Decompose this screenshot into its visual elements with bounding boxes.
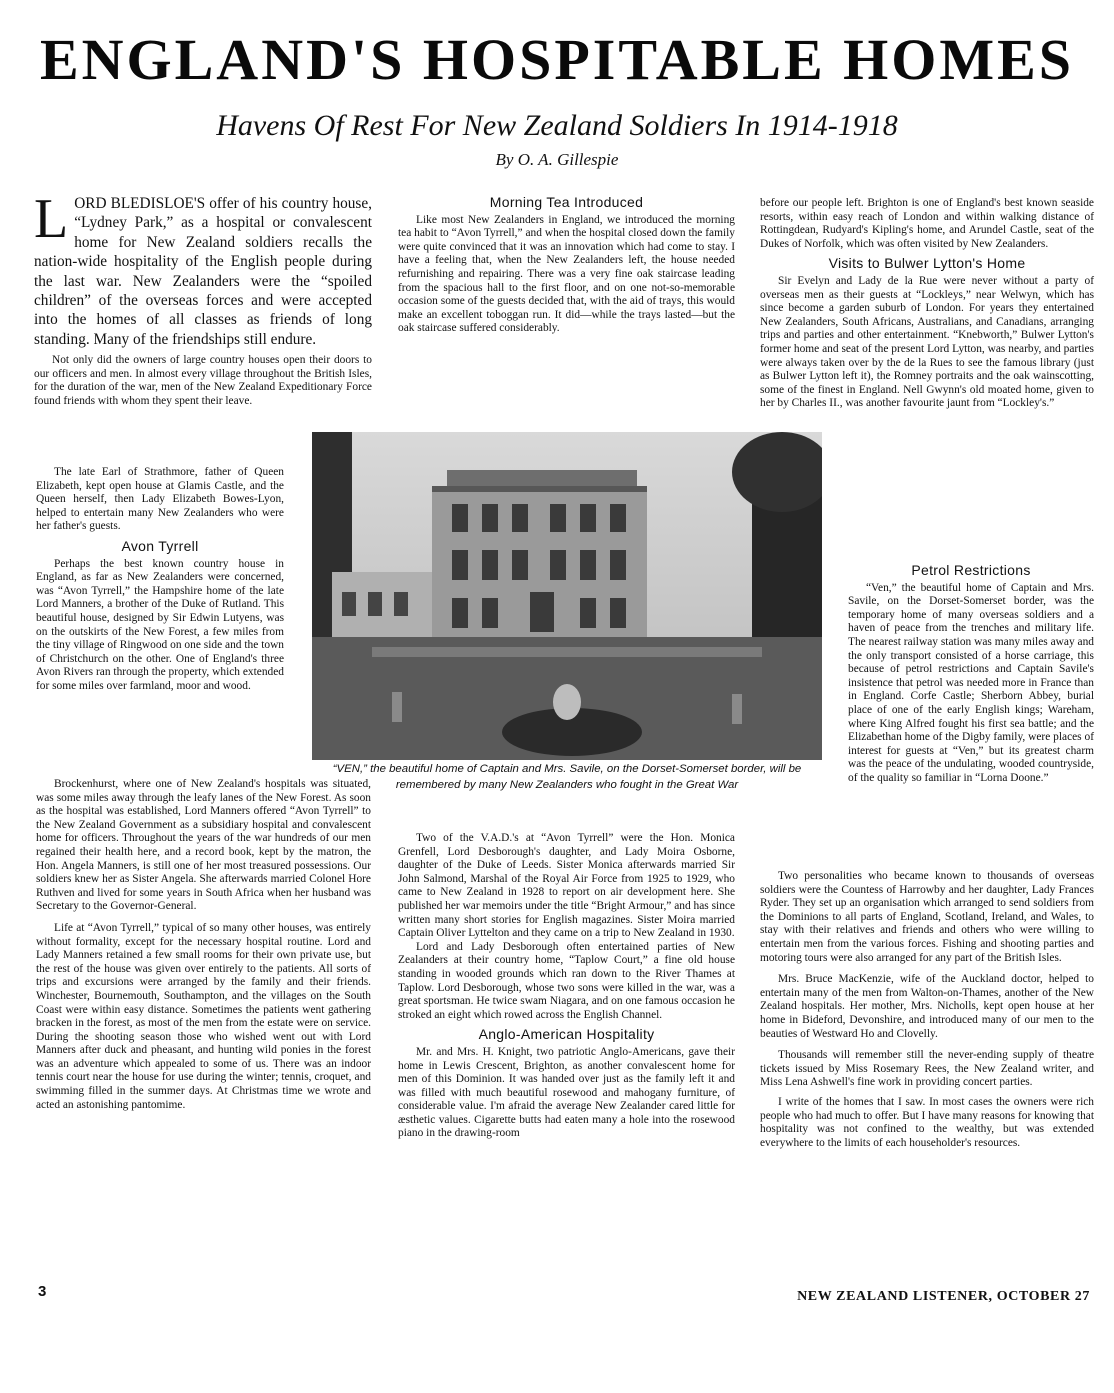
- paragraph: Perhaps the best known country house in England, as far as New Zealanders were concerned, was “Avon Tyrrell,” the Hampshire home of the late Lord Manners, a brother of the Duke of Rutland. This beautiful house, designed by Sir Edwin Lutyens, was on the outskirts of the New Forest, a few miles from the tiny village of Ringwood on one side and the town of Christchurch on the other. One of England's three Avon Rivers ran through the property, which extended for some miles over farmland, moor and wood.: [36, 557, 284, 692]
- paragraph: Two of the V.A.D.'s at “Avon Tyrrell” were the Hon. Monica Grenfell, Lord Desborough's daughter, and Lady Moira Osborne, daughter of the Duke of Leeds. Sister Monica afterwards married Sir John Salmond, Marshal of the Royal Air Force from 1925 to 1929, who came to New Zealand in 1928 to report on air development here. She published her war memoirs under the title “Bright Armour,” and has since written many short stories for English magazines. Sister Moira married Captain Oliver Lyttelton and they came on a trip to New Zealand in 1930.: [398, 832, 735, 940]
- paragraph: Thousands will remember still the never-ending supply of theatre tickets issued by Miss Rosemary Rees, the New Zealand writer, and Miss Lena Ashwell's fine work in providing concert parties.: [760, 1049, 1094, 1089]
- article-title: ENGLAND'S HOSPITABLE HOMES: [39, 27, 1075, 92]
- paragraph: The late Earl of Strathmore, father of Queen Elizabeth, kept open house at Glamis Castle, and the Queen herself, then Lady Elizabeth Bowes-Lyon, helped to entertain many New Zealanders who were her father's guests.: [36, 466, 284, 533]
- paragraph: before our people left. Brighton is one of England's best known seaside resorts, within easy reach of London and within walking distance of Rottingdean, Rudyard's Kipling's home, and Arundel Castle, seat of the Dukes of Norfolk, which was often visited by New Zealanders.: [760, 197, 1094, 250]
- heading-avon-tyrrell: Avon Tyrrell: [121, 537, 199, 554]
- column-1-upper: [34, 188, 372, 409]
- paragraph: Mr. and Mrs. H. Knight, two patriotic Anglo-Americans, gave their home in Lewis Crescent, Brighton, as another convalescent home for men of this Dominion. It was handed over just as the family left it and was filled with much beautiful rosewood and mahogany furniture, of considerable value. I'm afraid the average New Zealander cared little for æsthetic values. Cigarette butts had eaten many a hole into the rosewood piano in the drawing-room: [398, 1045, 735, 1140]
- column-3-upper: [760, 197, 1094, 411]
- heading-petrol-restrictions: Petrol Restrictions: [911, 562, 1031, 578]
- page-number: 3: [38, 1283, 47, 1300]
- paragraph: Not only did the owners of large country houses open their doors to our officers and men. In almost every village throughout the British Isles, for the duration of the war, men of the New Zealand Expeditionary Force found friends with whom they spent their leave.: [34, 354, 372, 408]
- column-3-narrow: [848, 558, 1094, 786]
- paragraph: “Ven,” the beautiful home of Captain and Mrs. Savile, on the Dorset-Somerset border, was the temporary home of many overseas soldiers and a haven of peace from the trenches and military life. The nearest railway station was many miles away and the only transport consisted of a horse carriage, this because of petrol restrictions and Captain Savile's insistence that petrol was needed more in France than in England. Corfe Castle; Sherborn Abbey, burial place of one of the early English kings; Wareham, where King Alfred fought his first sea battle; and the Elizabethan home of the Digby family, were places of interest for guests at “Ven,” but its greatest charm was the peace of the undulating, wooded countryside, of the quality so familiar in “Lorna Doone.”: [848, 581, 1094, 784]
- column-3-lower: [760, 870, 1094, 1150]
- photo-caption: “VEN,” the beautiful home of Captain and Mrs. Savile, on the Dorset-Somerset border, will be remembered by many New Zealanders who fought in the Great War: [332, 763, 802, 791]
- paragraph: Life at “Avon Tyrrell,” typical of so many other houses, was entirely without formality, except for the necessary hospital routine. Lord and Lady Manners retained a few small rooms for their own private use, but the rest of the house was given over entirely to the patients. All sorts of trips and excursions were arranged by the family and their friends. Winchester, Bournemouth, Southampton, and the villages on the South Coast were within easy distance. Sometimes the patients went gathering bracken in the forest, as most of the men from the estate were on service. During the shooting season those who wished went out with Lord Manners after duck and pheasant, and hunting wild ponies in the forest was an adventure which appealed to some of us. There was an indoor tennis court near the house for use during the winter; tennis, croquet, and swimming filled in the summer days. At Christmas time we wrote and acted an astonishing pantomime.: [36, 921, 371, 1111]
- lead-text: ORD BLEDISLOE'S offer of his country house, “Lydney Park,” as a hospital or convalescent home for New Zealand soldiers recalls the nation-wide hospitality of the English people during the last war. New Zealanders were the “spoiled children” of the overseas forces and were accepted into the homes of all classes as friends of long standing. Many of the friendships still endure.: [34, 195, 372, 348]
- paragraph: Mrs. Bruce MacKenzie, wife of the Auckland doctor, helped to entertain many of the men from Walton-on-Thames, another of the New Zealand hospitals. Her mother, Mrs. Nicholls, kept open house at her home in Bideford, Devonshire, and introduced many of our men to the beauties of Westward Ho and Clovelly.: [760, 973, 1094, 1040]
- photo-ven-house: [312, 432, 822, 760]
- paragraph: I write of the homes that I saw. In most cases the owners were rich people who had much to offer. But I have many reasons for knowing that hospitality was not confined to the wealthy, but was extended everywhere to the limits of each householder's resources.: [760, 1095, 1094, 1149]
- column-1-lower: [36, 778, 371, 1112]
- byline: By O. A. Gillespie: [495, 150, 619, 169]
- column-1-narrow: [36, 466, 284, 694]
- paragraph: Sir Evelyn and Lady de la Rue were never without a party of overseas men as their guests at “Lockleys,” near Welwyn, which has since become a garden suburb of London. For years they entertained New Zealanders, South Africans, Australians, and Canadians, arranging trips and parties and other entertainment. “Knebworth,” Bulwer Lytton's former home and seat of the present Lord Lytton, was nearby, and parties were always taken over by the de la Rues to see the famous library (just as Bulwer Lytton left it), the Romney portraits and the oak wainscotting, some of the finest in England. Nell Gwynn's old moated home, given to her by Charles II., was another favourite jaunt from “Lockley's.”: [760, 274, 1094, 410]
- paragraph: Like most New Zealanders in England, we introduced the morning tea habit to “Avon Tyrrell,” and when the hospital closed down the family were quite convinced that it was an innovation which had come to stay. I have a feeling that, when the New Zealanders left, the house needed refurnishing and repairing. There was a very fine oak staircase leading from the spacious hall to the first floor, and on one not-so-memorable occasion some of the guests decided that, with the aid of trays, this would make an excellent toboggan run. It did—while the trays lasted—but the oak staircase suffered considerably.: [398, 213, 735, 335]
- heading-morning-tea: Morning Tea Introduced: [489, 194, 644, 210]
- heading-anglo-american: Anglo-American Hospitality: [478, 1026, 655, 1043]
- paragraph: Two personalities who became known to thousands of overseas soldiers were the Countess of Harrowby and her daughter, Lady Frances Ryder. They set up an organisation which arranged to send soldiers from the Dominions to all parts of England, Scotland, Ireland, and Wales, to stay with their relatives and friends and others who were willing to entertain men from the various forces. Fishing and shooting parties and motoring tours were also arranged for any part of the British Isles.: [760, 870, 1094, 964]
- paragraph: Brockenhurst, where one of New Zealand's hospitals was situated, was some miles away through the leafy lanes of the New Forest. As soon as the hospital was established, Lord Manners offered “Avon Tyrrell” to the New Zealand Government as a subsidiary hospital and convalescent home for officers. Throughout the years of the war hundreds of our men regained their health here, and a record book, kept by the matron, the Hon. Angela Manners, is still one of her most treasured possessions. Our soldiers knew her as Sister Angela. She afterwards married Colonel Hore Ruthven and lived for some years in South Africa when her husband was Secretary to the Governor-General.: [36, 778, 371, 913]
- column-2-lower: [398, 832, 735, 1141]
- lead-paragraph: [34, 188, 372, 349]
- house-illustration: [312, 432, 822, 760]
- publication-footer: NEW ZEALAND LISTENER, OCTOBER 27: [797, 1289, 1090, 1304]
- drop-cap: L: [34, 188, 69, 250]
- column-2-upper: [398, 196, 735, 336]
- article-subtitle: Havens Of Rest For New Zealand Soldiers In 1914-1918: [216, 109, 898, 142]
- paragraph: Lord and Lady Desborough often entertained parties of New Zealanders at their country home, “Taplow Court,” a fine old house standing in wooded grounds which ran down to the River Thames at Taplow. Lord Desborough, whose two sons were killed in the war, was a great sportsman. He twice swam Niagara, and on one famous occasion he stroked an eight which rowed across the English Channel.: [398, 940, 735, 1021]
- heading-bulwer-lytton: Visits to Bulwer Lytton's Home: [828, 255, 1026, 272]
